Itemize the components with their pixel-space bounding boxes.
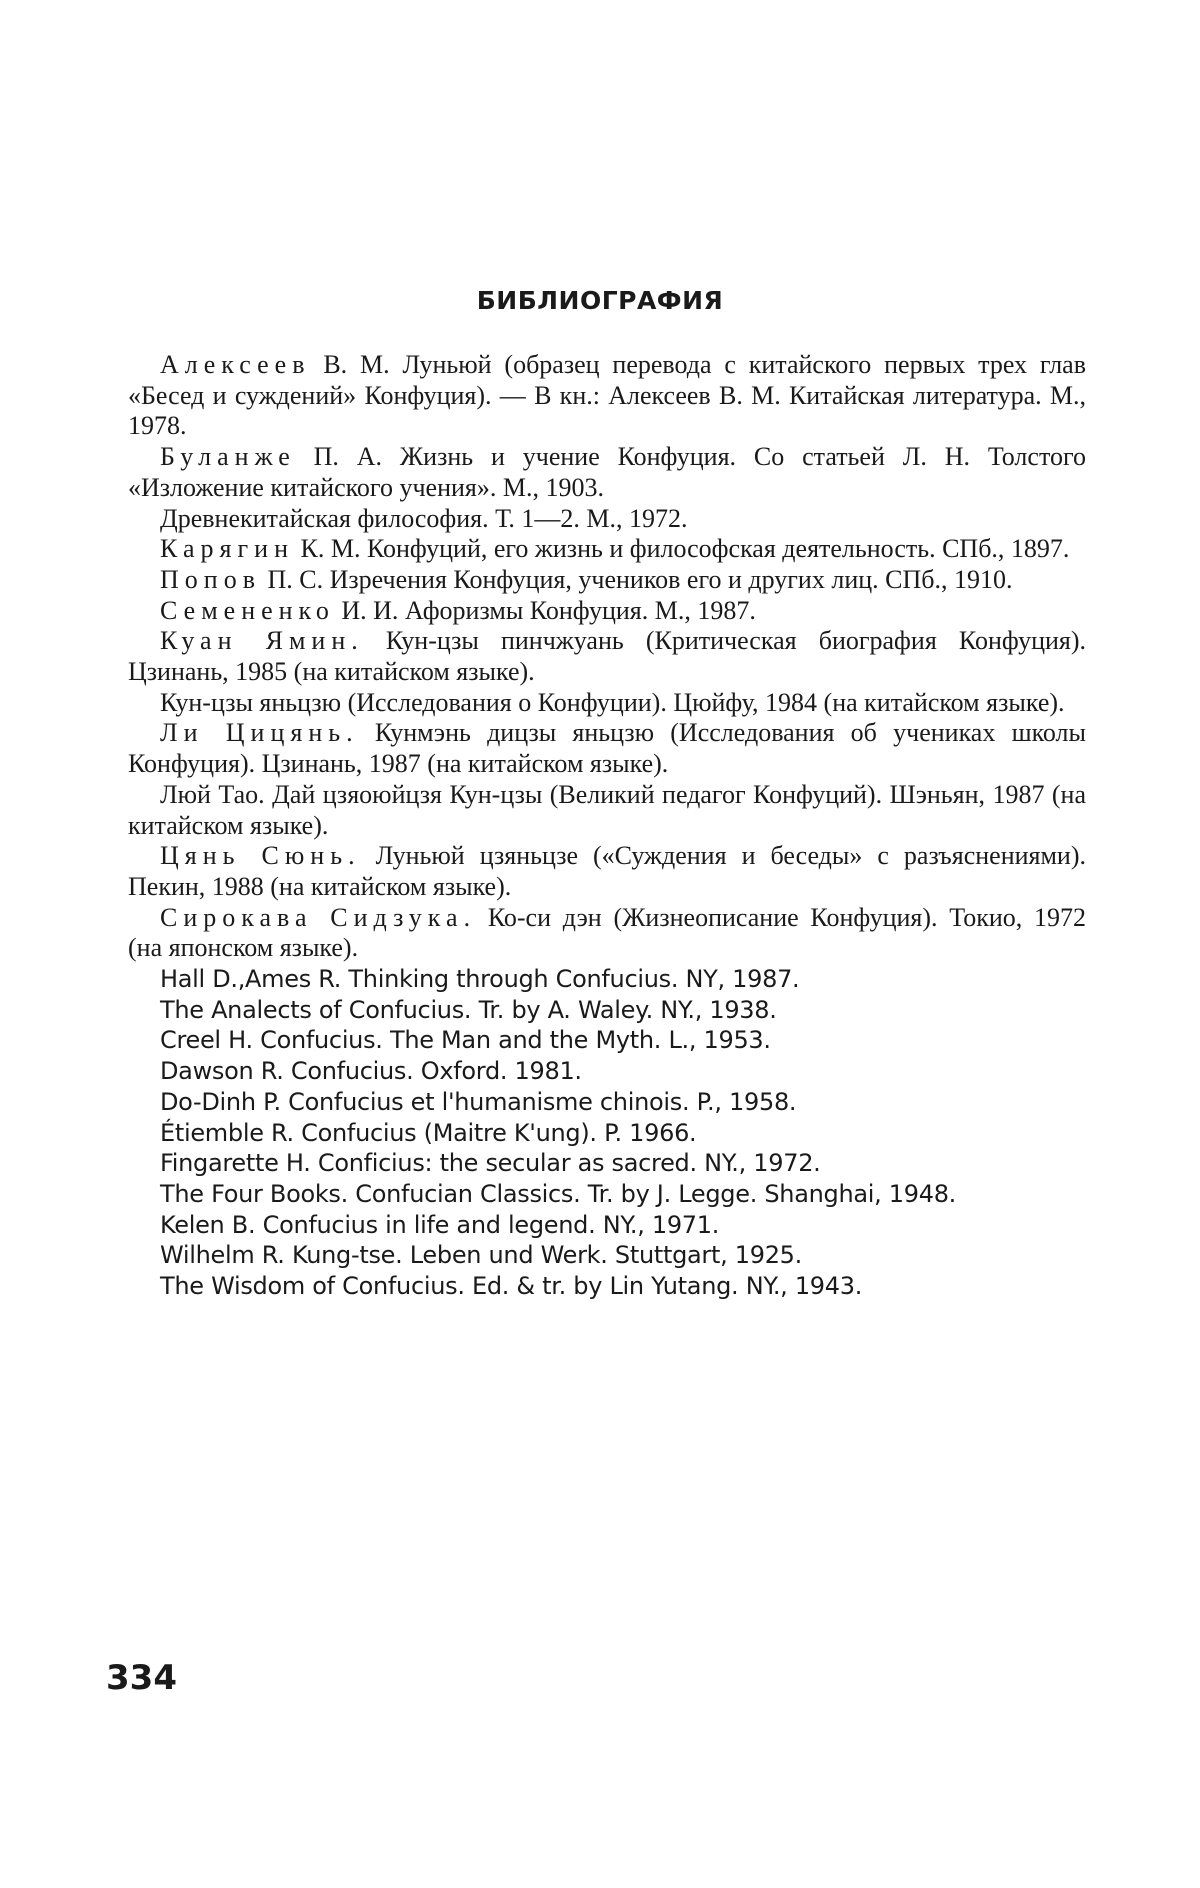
bibliography-entry-latin: Wilhelm R. Kung-tse. Leben und Werk. Stuttgart, 1925.: [128, 1240, 1086, 1271]
book-page: [0, 0, 1200, 1888]
bibliography-entry: [128, 903, 1086, 964]
bibliography-entry-latin: Hall D.,Ames R. Thinking through Confucius. NY, 1987.: [128, 964, 1086, 995]
entry-text: П. А. Жизнь и учение Конфуция. Со статьей Л. Н. Толстого «Изложение китайского учения». М., 1903.: [128, 442, 1086, 502]
bibliography-list: [128, 350, 1086, 1302]
bibliography-entry-latin: The Four Books. Confucian Classics. Tr. by J. Legge. Shanghai, 1948.: [128, 1179, 1086, 1210]
entry-text: Ко-си дэн (Жизнеописание Конфуция). Токио, 1972 (на японском языке).: [128, 903, 1086, 963]
bibliography-entry: [128, 565, 1086, 596]
entry-text: В. М. Луньюй (образец перевода с китайского первых трех глав «Бесед и суждений» Конфуция). — В кн.: Алексеев В. М. Китайская литература. М., 1978.: [128, 350, 1086, 440]
bibliography-entry: [128, 504, 1086, 535]
entry-author: Цянь Сюнь.: [160, 841, 361, 870]
bibliography-entry: [128, 596, 1086, 627]
entry-author: Куан Ямин.: [160, 626, 364, 655]
bibliography-entry: [128, 350, 1086, 442]
entry-text: Древнекитайская философия. Т. 1—2. М., 1972.: [160, 504, 688, 533]
bibliography-entry-latin: Creel H. Confucius. The Man and the Myth. L., 1953.: [128, 1025, 1086, 1056]
bibliography-entry-latin: Kelen B. Confucius in life and legend. NY., 1971.: [128, 1210, 1086, 1241]
entry-author: Ли Цицянь.: [160, 718, 359, 747]
entry-text: Люй Тао. Дай цзяоюйцзя Кун-цзы (Великий педагог Конфуций). Шэньян, 1987 (на китайском языке).: [128, 780, 1086, 840]
entry-text: И. И. Афоризмы Конфуция. М., 1987.: [341, 596, 756, 625]
page-number: 334: [106, 1658, 177, 1698]
entry-author: Сирокава Сидзука.: [160, 903, 476, 932]
bibliography-entry: [128, 688, 1086, 719]
page-title: БИБЛИОГРАФИЯ: [0, 286, 1200, 315]
entry-text: Кун-цзы яньцзю (Исследования о Конфуции). Цюйфу, 1984 (на китайском языке).: [160, 688, 1065, 717]
entry-text: Луньюй цзяньцзе («Суждения и беседы» с разъяснениями). Пекин, 1988 (на китайском языке).: [128, 841, 1086, 901]
entry-text: Кунмэнь дицзы яньцзю (Исследования об учениках школы Конфуция). Цзинань, 1987 (на китайском языке).: [128, 718, 1086, 778]
bibliography-entry: [128, 780, 1086, 841]
bibliography-entry-latin: Fingarette H. Conficius: the secular as sacred. NY., 1972.: [128, 1148, 1086, 1179]
bibliography-entry-latin: The Wisdom of Confucius. Ed. & tr. by Lin Yutang. NY., 1943.: [128, 1271, 1086, 1302]
entry-author: Семененко: [160, 596, 335, 625]
entry-text: Кун-цзы пинчжуань (Критическая биография Конфуция). Цзинань, 1985 (на китайском языке).: [128, 626, 1086, 686]
bibliography-entry: [128, 626, 1086, 687]
bibliography-entry: [128, 841, 1086, 902]
entry-text: К. М. Конфуций, его жизнь и философская деятельность. СПб., 1897.: [301, 534, 1070, 563]
bibliography-entry-latin: The Analects of Confucius. Tr. by A. Waley. NY., 1938.: [128, 995, 1086, 1026]
entry-author: Карягин: [160, 534, 294, 563]
entry-author: Буланже: [160, 442, 296, 471]
bibliography-entry: [128, 442, 1086, 503]
bibliography-entry: [128, 534, 1086, 565]
entry-author: Попов: [160, 565, 261, 594]
bibliography-entry-latin: Do-Dinh P. Confucius et l'humanisme chinois. P., 1958.: [128, 1087, 1086, 1118]
bibliography-entry-latin: Dawson R. Confucius. Oxford. 1981.: [128, 1056, 1086, 1087]
bibliography-entry-latin: Étiemble R. Confucius (Maitre K'ung). P. 1966.: [128, 1118, 1086, 1149]
entry-text: П. С. Изречения Конфуция, учеников его и других лиц. СПб., 1910.: [267, 565, 1012, 594]
entry-author: Алексеев: [160, 350, 311, 379]
bibliography-entry: [128, 718, 1086, 779]
